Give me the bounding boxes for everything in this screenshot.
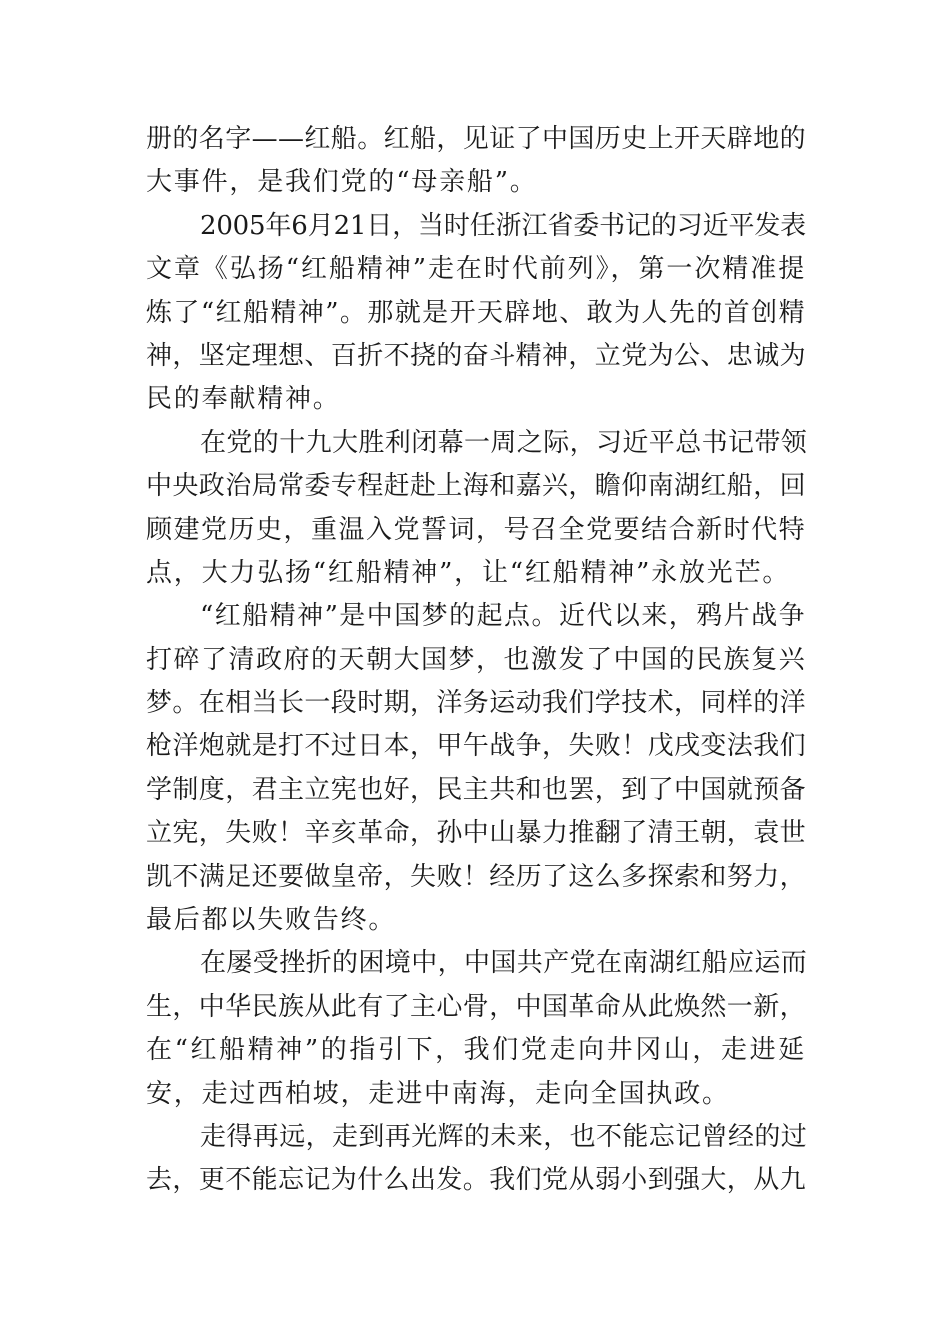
text-line: 生，中华民族从此有了主心骨，中国革命从此焕然一新， — [146, 991, 807, 1022]
text-line: 2005年6月21日，当时任浙江省委书记的习近平发表 — [200, 210, 806, 241]
text-line: 顾建党历史，重温入党誓词，号召全党要结合新时代特 — [146, 514, 806, 545]
text-line: 在党的十九大胜利闭幕一周之际，习近平总书记带领 — [200, 427, 808, 458]
paragraph-6 — [146, 1116, 806, 1203]
paragraph-5 — [146, 942, 806, 1116]
text-line: 册的名字——红船。红船，见证了中国历史上开天辟地的 — [146, 124, 807, 154]
text-line: 民的奉献精神。 — [146, 384, 341, 415]
text-line: 神，坚定理想、百折不挠的奋斗精神，立党为公、忠诚为 — [146, 340, 807, 371]
text-line: 文章《弘扬“红船精神”走在时代前列》，第一次精准提 — [146, 254, 806, 285]
text-line: 梦。在相当长一段时期，洋务运动我们学技术，同样的洋 — [146, 688, 807, 719]
text-line: 最后都以失败告终。 — [146, 905, 397, 936]
text-line: 立宪，失败！辛亥革命，孙中山暴力推翻了清王朝，袁世 — [146, 818, 807, 849]
text-line: 大事件，是我们党的“母亲船”。 — [146, 167, 538, 198]
paragraph-4 — [146, 595, 806, 942]
text-line: “红船精神”是中国梦的起点。近代以来，鸦片战争 — [200, 601, 806, 632]
paragraph-2 — [146, 205, 806, 422]
text-line: 打碎了清政府的天朝大国梦，也激发了中国的民族复兴 — [146, 644, 806, 675]
text-line: 在“红船精神”的指引下，我们党走向井冈山，走进延 — [146, 1035, 806, 1066]
text-line: 安，走过西柏坡，走进中南海，走向全国执政。 — [146, 1078, 730, 1109]
text-line: 炼了“红船精神”。那就是开天辟地、敢为人先的首创精 — [146, 297, 806, 328]
text-line: 走得再远，走到再光辉的未来，也不能忘记曾经的过 — [200, 1121, 808, 1152]
text-line: 凯不满足还要做皇帝，失败！经历了这么多探索和努力， — [146, 861, 807, 892]
text-line: 学制度，君主立宪也好，民主共和也罢，到了中国就预备 — [146, 774, 807, 805]
text-line: 枪洋炮就是打不过日本，甲午战争，失败！戊戌变法我们 — [146, 731, 807, 762]
text-line: 点，大力弘扬“红船精神”，让“红船精神”永放光芒。 — [146, 557, 791, 588]
text-line: 在屡受挫折的困境中，中国共产党在南湖红船应运而 — [200, 948, 808, 979]
paragraph-1 — [146, 118, 806, 205]
text-line: 去，更不能忘记为什么出发。我们党从弱小到强大，从九 — [146, 1165, 807, 1196]
document-body — [146, 118, 806, 1203]
paragraph-3 — [146, 422, 806, 596]
text-line: 中央政治局常委专程赶赴上海和嘉兴，瞻仰南湖红船，回 — [146, 471, 807, 502]
